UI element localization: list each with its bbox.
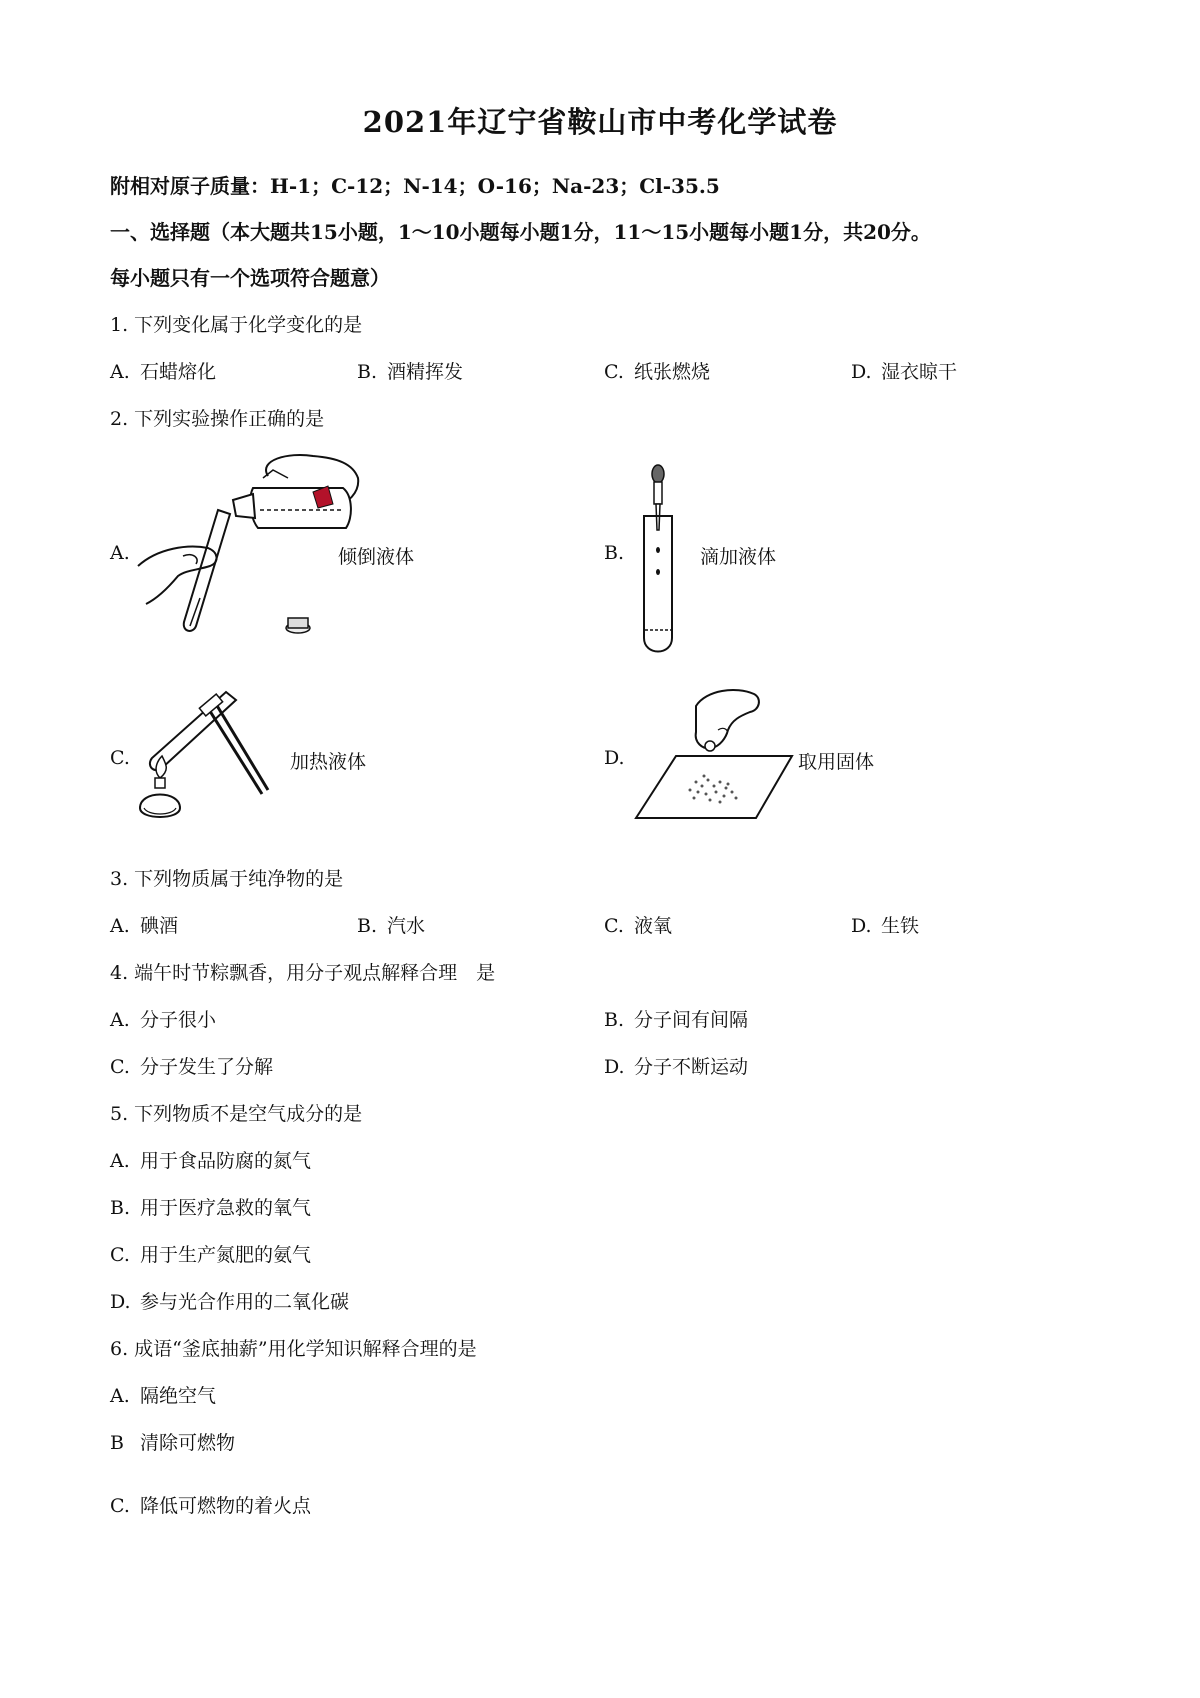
q1-option-a	[110, 357, 216, 384]
option-text: 用于食品防腐的氮气	[140, 1150, 312, 1172]
option-letter: C.	[110, 1495, 130, 1517]
pouring-liquid-illustration	[138, 448, 368, 653]
option-letter: B	[110, 1432, 124, 1454]
page-title: 2021年辽宁省鞍山市中考化学试卷	[362, 105, 838, 139]
option-text: 湿衣晾干	[881, 361, 958, 383]
option-letter: D.	[851, 915, 872, 937]
option-text: 降低可燃物的着火点	[140, 1495, 312, 1517]
question-4-stem: 4. 端午时节粽飘香，用分子观点解释合理 是	[110, 962, 496, 984]
question-6-stem: 6. 成语“釜底抽薪”用化学知识解释合理的是	[110, 1338, 477, 1360]
q2-option-a-letter: A.	[110, 542, 130, 564]
q3-option-d	[851, 911, 919, 938]
option-text: 清除可燃物	[140, 1432, 236, 1454]
option-text: 分子间有间隔	[634, 1009, 749, 1031]
option-text: 隔绝空气	[140, 1385, 217, 1407]
option-letter: D.	[110, 1291, 131, 1313]
q2-option-c-letter: C.	[110, 747, 130, 769]
option-letter: A.	[110, 1385, 130, 1407]
option-text: 用于生产氮肥的氨气	[140, 1244, 312, 1266]
option-letter: D.	[851, 361, 872, 383]
q3-option-c	[604, 911, 672, 938]
option-text: 参与光合作用的二氧化碳	[140, 1291, 350, 1313]
option-letter: B.	[357, 915, 378, 937]
option-text: 碘酒	[140, 915, 179, 937]
option-letter: A.	[110, 1009, 130, 1031]
heating-test-tube-illustration	[138, 686, 288, 831]
q1-option-d	[851, 357, 957, 384]
atomic-mass-line: 附相对原子质量：H-1；C-12；N-14；O-16；Na-23；Cl-35.5	[110, 174, 720, 198]
option-text: 生铁	[881, 915, 920, 937]
option-letter: C.	[110, 1244, 130, 1266]
option-text: 石蜡熔化	[140, 361, 217, 383]
option-letter: B.	[110, 1197, 131, 1219]
dropper-test-tube-illustration	[630, 460, 690, 660]
q2-option-d-letter: D.	[604, 747, 625, 769]
option-letter: A.	[110, 361, 130, 383]
option-text: 汽水	[387, 915, 426, 937]
option-text: 液氧	[634, 915, 673, 937]
q2-option-b-letter: B.	[604, 542, 625, 564]
q2-option-a-caption: 倾倒液体	[338, 546, 415, 568]
q4-option-a	[110, 1005, 216, 1032]
option-letter: C.	[604, 361, 624, 383]
q5-option-a	[110, 1146, 311, 1173]
option-letter: A.	[110, 1150, 130, 1172]
option-text: 用于医疗急救的氧气	[140, 1197, 312, 1219]
q4-option-c	[110, 1052, 273, 1079]
option-letter: C.	[110, 1056, 130, 1078]
q2-option-c-caption: 加热液体	[290, 751, 367, 773]
question-1-stem: 1. 下列变化属于化学变化的是	[110, 314, 363, 336]
question-2-stem: 2. 下列实验操作正确的是	[110, 408, 325, 430]
q3-option-a	[110, 911, 178, 938]
option-letter: B.	[357, 361, 378, 383]
section-header-line1: 一、选择题（本大题共15小题，1～10小题每小题1分，11～15小题每小题1分，共20分。	[110, 220, 931, 244]
q4-option-d	[604, 1052, 748, 1079]
option-text: 分子发生了分解	[140, 1056, 274, 1078]
option-letter: C.	[604, 915, 624, 937]
section-header-line2: 每小题只有一个选项符合题意）	[110, 266, 390, 290]
q1-option-b	[357, 357, 463, 384]
option-text: 分子很小	[140, 1009, 217, 1031]
option-letter: D.	[604, 1056, 625, 1078]
question-5-stem: 5. 下列物质不是空气成分的是	[110, 1103, 363, 1125]
q3-option-b	[357, 911, 425, 938]
q5-option-d	[110, 1287, 349, 1314]
q2-option-d-caption: 取用固体	[798, 751, 875, 773]
q6-option-b	[110, 1428, 235, 1455]
option-letter: B.	[604, 1009, 625, 1031]
option-text: 分子不断运动	[634, 1056, 749, 1078]
question-3-stem: 3. 下列物质属于纯净物的是	[110, 868, 344, 890]
q4-option-b	[604, 1005, 748, 1032]
q6-option-a	[110, 1381, 216, 1408]
option-text: 酒精挥发	[387, 361, 464, 383]
q5-option-b	[110, 1193, 311, 1220]
taking-solid-illustration	[636, 686, 796, 821]
q5-option-c	[110, 1240, 311, 1267]
q1-option-c	[604, 357, 710, 384]
option-letter: A.	[110, 915, 130, 937]
q6-option-c	[110, 1491, 311, 1518]
option-text: 纸张燃烧	[634, 361, 711, 383]
q2-option-b-caption: 滴加液体	[700, 546, 777, 568]
